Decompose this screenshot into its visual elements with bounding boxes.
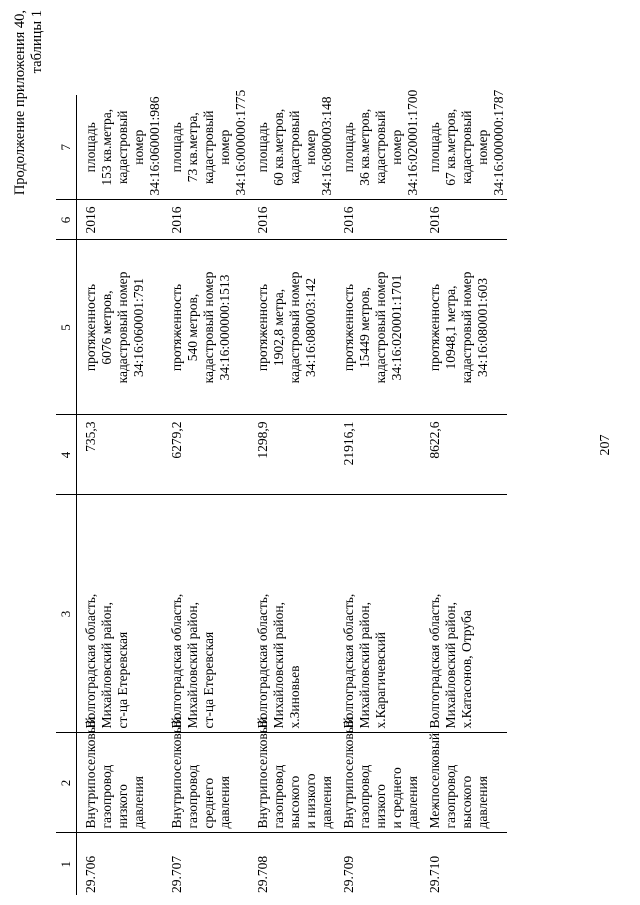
- object-area-line: 36 кв.метров,: [357, 108, 372, 186]
- object-length-line: кадастровый номер: [115, 271, 130, 384]
- object-area-line: 34:16:080003:148: [319, 96, 334, 196]
- object-location-line: Волгоградская область,: [341, 593, 356, 729]
- object-name: [421, 733, 507, 833]
- row-number: 29.709: [341, 855, 356, 893]
- object-area-line: 34:16:020001:1700: [405, 89, 420, 196]
- column-header-2: 2: [56, 733, 77, 833]
- object-length-line: 1902,8 метра,: [271, 288, 286, 367]
- object-length-line: протяженность: [255, 283, 270, 372]
- object-length-line: 34:16:000000:1513: [217, 274, 232, 381]
- object-length-line: протяженность: [169, 283, 184, 372]
- object-length-line: протяженность: [83, 283, 98, 372]
- object-location-line: х.Зиновьев: [287, 665, 302, 729]
- table-row: [335, 95, 421, 895]
- object-area-line: площадь: [341, 122, 356, 173]
- header-row: [56, 95, 77, 895]
- object-name: [77, 716, 164, 833]
- object-name-line: газопровод среднего: [185, 764, 216, 829]
- object-name-line: Внутрипоселковый: [341, 716, 356, 829]
- object-name-line: Внутрипоселковый: [255, 716, 270, 829]
- data-table: [56, 89, 507, 895]
- object-year: 2016: [77, 200, 164, 240]
- object-location: [335, 495, 421, 733]
- caption-line-2: таблицы 1: [29, 10, 45, 74]
- object-length-line: 34:16:080003:142: [303, 278, 318, 378]
- object-location-line: х.Карагичевский: [373, 631, 388, 729]
- column-header-1: 1: [56, 833, 77, 895]
- object-area: [77, 95, 164, 200]
- object-area-line: площадь: [255, 122, 270, 173]
- table-body: [77, 89, 508, 895]
- object-area-line: кадастровый номер: [287, 110, 318, 184]
- object-area-line: 67 кв.метров,: [443, 108, 458, 186]
- object-area-line: 60 кв.метров,: [271, 108, 286, 186]
- object-length-line: 15449 метров,: [357, 287, 372, 368]
- object-area: [249, 95, 335, 200]
- object-name: [249, 716, 335, 833]
- object-location-line: Волгоградская область,: [83, 593, 98, 729]
- object-length-line: кадастровый номер: [201, 271, 216, 384]
- object-location-line: Волгоградская область,: [427, 593, 442, 729]
- column-header-6: 6: [56, 200, 77, 240]
- object-value: 21916,1: [335, 415, 421, 495]
- object-area-line: 73 кв.метра,: [185, 112, 200, 183]
- object-area-line: площадь: [83, 122, 98, 173]
- column-header-5: 5: [56, 240, 77, 415]
- table-row: [77, 95, 164, 895]
- object-location-line: Михайловский район,: [99, 602, 114, 729]
- object-location-line: Михайловский район,: [443, 602, 458, 729]
- object-length-line: кадастровый номер: [459, 271, 474, 384]
- object-location-line: ст-ца Етеревская: [201, 631, 216, 729]
- object-name-line: газопровод низкого: [99, 764, 130, 829]
- object-name-line: Межпоселковый: [427, 732, 442, 829]
- object-location: [421, 495, 507, 733]
- object-area-line: кадастровый номер: [459, 110, 490, 184]
- object-length: [421, 240, 507, 415]
- object-location-line: Михайловский район,: [271, 602, 286, 729]
- row-number: 29.707: [169, 855, 184, 893]
- object-location-line: ст-ца Етеревская: [115, 631, 130, 729]
- object-length-line: 540 метров,: [185, 293, 200, 362]
- object-length-line: 34:16:020001:1701: [389, 274, 404, 381]
- table-caption: [12, 10, 46, 330]
- object-value: 735,3: [77, 415, 164, 495]
- object-length-line: кадастровый номер: [287, 271, 302, 384]
- object-area-line: 34:16:000000:1775: [233, 89, 248, 196]
- object-length: [249, 240, 335, 415]
- row-number: 29.708: [255, 855, 270, 893]
- page-number: 207: [598, 434, 613, 456]
- object-area-line: кадастровый номер: [201, 110, 232, 184]
- object-location-line: Волгоградская область,: [255, 593, 270, 729]
- object-location: [249, 495, 335, 733]
- object-year: 2016: [421, 200, 507, 240]
- object-area-line: площадь: [169, 122, 184, 173]
- object-length: [335, 240, 421, 415]
- object-length-line: 6076 метров,: [99, 290, 114, 365]
- object-area-line: кадастровый номер: [115, 110, 146, 184]
- object-year: 2016: [335, 200, 421, 240]
- object-area-line: 34:16:060001:986: [147, 96, 162, 196]
- object-name-line: газопровод высокого: [271, 764, 302, 829]
- row-number: 29.710: [427, 855, 442, 893]
- object-value: 8622,6: [421, 415, 507, 495]
- object-length-line: протяженность: [427, 283, 442, 372]
- object-length-line: 10948,1 метра,: [443, 285, 458, 370]
- object-name-line: газопровод низкого: [357, 764, 388, 829]
- object-length-line: 34:16:080001:603: [475, 278, 490, 378]
- object-location-line: Волгоградская область,: [169, 593, 184, 729]
- object-area: [163, 89, 249, 200]
- object-name-line: газопровод высокого: [443, 764, 474, 829]
- object-location-line: х.Катасонов, Отруба: [459, 610, 474, 729]
- object-year: 2016: [163, 200, 249, 240]
- object-length: [163, 240, 249, 415]
- object-name-line: давления: [217, 776, 232, 829]
- object-location: [163, 495, 249, 733]
- object-area: [421, 89, 507, 200]
- object-name-line: Внутрипоселковый: [169, 716, 184, 829]
- object-year: 2016: [249, 200, 335, 240]
- object-length-line: 34:16:060001:791: [131, 278, 146, 378]
- caption-line-1: Продолжение приложения 40,: [12, 10, 28, 196]
- object-area-line: 153 кв.метра,: [99, 108, 114, 186]
- object-name-line: и среднего давления: [389, 767, 420, 829]
- table-row: [249, 95, 335, 895]
- object-name: [335, 716, 421, 833]
- object-location-line: Михайловский район,: [357, 602, 372, 729]
- object-name-line: и низкого давления: [303, 773, 334, 829]
- object-value: 1298,9: [249, 415, 335, 495]
- object-location-line: Михайловский район,: [185, 602, 200, 729]
- object-name: [163, 716, 249, 833]
- object-area-line: 34:16:000000:1787: [491, 89, 506, 196]
- object-name-line: давления: [131, 776, 146, 829]
- object-value: 6279,2: [163, 415, 249, 495]
- row-number: 29.706: [83, 855, 98, 893]
- column-header-4: 4: [56, 415, 77, 495]
- object-name-line: Внутрипоселковый: [83, 716, 98, 829]
- column-header-7: 7: [56, 95, 77, 200]
- object-name-line: давления: [475, 776, 490, 829]
- object-location: [77, 495, 164, 733]
- object-area-line: площадь: [427, 122, 442, 173]
- table-row: [163, 95, 249, 895]
- object-length: [77, 240, 164, 415]
- object-area: [335, 89, 421, 200]
- column-header-3: 3: [56, 495, 77, 733]
- table-row: [421, 95, 507, 895]
- object-area-line: кадастровый номер: [373, 110, 404, 184]
- object-length-line: протяженность: [341, 283, 356, 372]
- object-length-line: кадастровый номер: [373, 271, 388, 384]
